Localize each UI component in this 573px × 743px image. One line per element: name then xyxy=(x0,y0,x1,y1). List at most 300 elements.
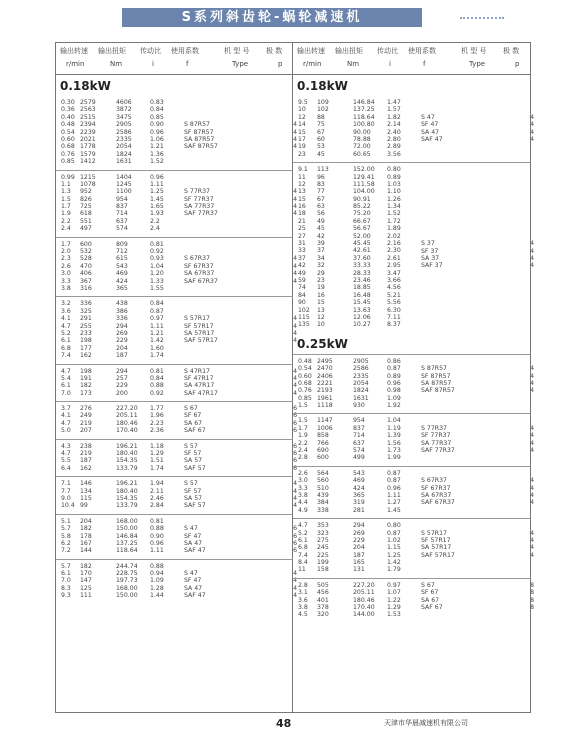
speed-cell: 1.1 xyxy=(61,180,71,188)
ratio-cell: 229 xyxy=(353,536,365,544)
speed-cell: 5.0 xyxy=(61,427,71,435)
torque-cell: 162 xyxy=(80,352,92,360)
table-row xyxy=(56,518,293,525)
table-row xyxy=(56,480,293,487)
table-row xyxy=(56,174,293,181)
speed-cell: 1.5 xyxy=(298,417,308,425)
speed-cell: 0.30 xyxy=(61,99,75,106)
table-row xyxy=(56,525,293,532)
torque-cell: 320 xyxy=(317,611,329,619)
torque-cell: 219 xyxy=(80,450,92,458)
page-number: 48 xyxy=(276,717,292,730)
ratio-cell: 229 xyxy=(116,382,128,390)
ratio-cell: 78.88 xyxy=(353,135,371,143)
torque-cell: 2021 xyxy=(80,135,96,143)
speed-cell: 7.0 xyxy=(61,577,71,585)
model-poles: 4 xyxy=(530,379,534,387)
ratio-cell: 170.40 xyxy=(116,427,138,435)
model-poles: 4 xyxy=(293,270,297,278)
model-type: SF 57 xyxy=(184,450,202,458)
table-row xyxy=(293,477,530,484)
model-type: S 77R37 xyxy=(184,188,210,196)
model-type: SAF 87R57 xyxy=(421,387,455,395)
ratio-cell: 118.64 xyxy=(116,547,138,555)
table-row xyxy=(56,570,293,577)
table-row xyxy=(293,432,530,439)
speed-cell: 11 xyxy=(298,566,306,574)
torque-cell: 1961 xyxy=(317,394,333,402)
ratio-cell: 13.63 xyxy=(353,306,371,314)
ratio-cell: 23.46 xyxy=(353,276,371,284)
factor-cell: 1.29 xyxy=(387,604,401,612)
model-poles: 4 xyxy=(293,210,297,218)
torque-cell: 1215 xyxy=(80,173,96,181)
model-type: S 47 xyxy=(421,113,435,121)
torque-cell: 275 xyxy=(317,536,329,544)
speed-cell: 1.5 xyxy=(298,402,308,410)
model-poles: 4 xyxy=(293,592,297,600)
table-row xyxy=(56,158,293,165)
table-row xyxy=(293,537,530,544)
model-poles: 8 xyxy=(530,604,534,612)
ratio-cell: 52.00 xyxy=(353,232,371,240)
table-row xyxy=(293,470,530,477)
ratio-cell: 90.00 xyxy=(353,128,371,136)
ratio-cell: 2054 xyxy=(116,143,132,151)
factor-cell: 0.81 xyxy=(150,367,164,375)
table-row xyxy=(293,387,530,394)
table-row xyxy=(56,188,293,195)
table-row xyxy=(293,99,530,106)
ratio-cell: 33.33 xyxy=(353,262,371,270)
unit-speed: r/min xyxy=(66,60,85,68)
ratio-cell: 180.46 xyxy=(353,596,375,604)
factor-cell: 1.06 xyxy=(150,135,164,143)
speed-cell: 3.2 xyxy=(61,300,71,308)
table-row xyxy=(293,143,530,150)
factor-cell: 1.82 xyxy=(387,113,401,121)
factor-cell: 0.80 xyxy=(387,522,401,530)
factor-cell: 0.89 xyxy=(387,372,401,380)
model-poles: 4 xyxy=(293,570,297,578)
speed-cell: 15 xyxy=(298,195,306,203)
ratio-cell: 129.41 xyxy=(353,173,375,181)
ratio-cell: 227.20 xyxy=(353,581,375,589)
torque-cell: 113 xyxy=(317,166,329,174)
factor-cell: 0.89 xyxy=(387,173,401,181)
factor-cell: 3.56 xyxy=(387,150,401,158)
speed-cell: 9.0 xyxy=(61,494,71,502)
ratio-cell: 2586 xyxy=(353,365,369,373)
speed-cell: 6.1 xyxy=(61,570,71,578)
speed-cell: 0.54 xyxy=(298,365,312,373)
speed-cell: 25 xyxy=(298,225,306,233)
ratio-cell: 56.67 xyxy=(353,225,371,233)
speed-cell: 5.7 xyxy=(61,525,71,533)
table-row xyxy=(293,380,530,387)
table-row xyxy=(56,368,293,375)
torque-cell: 1078 xyxy=(80,180,96,188)
spec-group xyxy=(56,171,297,238)
model-type: SAF 47 xyxy=(421,135,443,143)
spec-rows xyxy=(56,241,293,293)
speed-cell: 3.0 xyxy=(61,270,71,278)
factor-cell: 1.09 xyxy=(150,577,164,585)
spec-rows xyxy=(293,522,530,574)
spec-rows xyxy=(293,582,530,619)
model-type: SAF 67R37 xyxy=(421,499,455,507)
model-type: SF 87R57 xyxy=(184,128,214,136)
table-row xyxy=(56,427,293,434)
factor-cell: 5.56 xyxy=(387,299,401,307)
factor-cell: 0.98 xyxy=(387,387,401,395)
speed-cell: 4.1 xyxy=(61,315,71,323)
model-poles: 4 xyxy=(530,262,534,270)
torque-cell: 456 xyxy=(317,589,329,597)
table-row xyxy=(293,321,530,328)
model-poles: 4 xyxy=(530,529,534,537)
factor-cell: 0.88 xyxy=(150,525,164,533)
speed-cell: 2.0 xyxy=(61,248,71,256)
ratio-cell: 2335 xyxy=(116,135,132,143)
factor-cell: 1.60 xyxy=(150,344,164,352)
ratio-cell: 2054 xyxy=(353,379,369,387)
speed-cell: 102 xyxy=(298,306,310,314)
factor-cell: 1.74 xyxy=(150,464,164,472)
power-heading-2: 0.25kW xyxy=(293,333,530,355)
table-row xyxy=(293,136,530,143)
torque-cell: 32 xyxy=(317,262,325,270)
ratio-cell: 2335 xyxy=(353,372,369,380)
speed-cell: 5.7 xyxy=(61,562,71,570)
factor-cell: 0.85 xyxy=(150,113,164,121)
speed-cell: 1.9 xyxy=(61,210,71,218)
speed-cell: 5.1 xyxy=(61,517,71,525)
model-type: SF 67 xyxy=(184,412,202,420)
torque-cell: 53 xyxy=(317,143,325,151)
ratio-cell: 954 xyxy=(353,417,365,425)
factor-cell: 1.96 xyxy=(150,412,164,420)
ratio-cell: 168.00 xyxy=(116,517,138,525)
ratio-cell: 365 xyxy=(353,491,365,499)
page-title: S系列斜齿轮-蜗轮减速机 xyxy=(122,8,422,27)
torque-cell: 323 xyxy=(317,529,329,537)
speed-cell: 2.4 xyxy=(61,225,71,233)
speed-cell: 4.7 xyxy=(61,322,71,330)
model-type: SA 67R37 xyxy=(184,270,215,278)
model-type: SAF 57 xyxy=(184,502,206,510)
factor-cell: 1.15 xyxy=(387,544,401,552)
factor-cell: 1.47 xyxy=(387,99,401,106)
left-column xyxy=(56,42,297,604)
factor-cell: 1.34 xyxy=(387,203,401,211)
factor-cell: 0.81 xyxy=(150,240,164,248)
factor-cell: 0.84 xyxy=(150,374,164,382)
speed-cell: 4.7 xyxy=(61,419,71,427)
ratio-cell: 1631 xyxy=(116,158,132,166)
model-poles: 4 xyxy=(293,329,297,337)
ratio-cell: 144.00 xyxy=(353,611,375,619)
factor-cell: 1.57 xyxy=(387,106,401,114)
table-row xyxy=(293,129,530,136)
ratio-cell: 133.79 xyxy=(116,464,138,472)
spec-rows xyxy=(56,174,293,233)
speed-cell: 1.7 xyxy=(61,203,71,211)
ratio-cell: 150.00 xyxy=(116,592,138,600)
model-type: S 67R37 xyxy=(184,255,210,263)
header-factor: 使用系数 xyxy=(171,47,199,55)
ratio-cell: 424 xyxy=(353,484,365,492)
ratio-cell: 100.80 xyxy=(353,121,375,129)
speed-cell: 4.7 xyxy=(298,522,308,530)
torque-cell: 560 xyxy=(317,477,329,485)
speed-cell: 21 xyxy=(298,217,306,225)
model-type: SA 47R17 xyxy=(184,382,215,390)
torque-cell: 49 xyxy=(317,217,325,225)
speed-cell: 3.6 xyxy=(61,307,71,315)
ratio-cell: 3872 xyxy=(116,106,132,114)
header-speed: 输出转速 xyxy=(297,47,325,55)
ratio-cell: 319 xyxy=(353,499,365,507)
table-row xyxy=(293,559,530,566)
factor-cell: 0.87 xyxy=(387,529,401,537)
table-row xyxy=(56,502,293,509)
right-groups xyxy=(293,96,534,333)
model-type: SF 67R37 xyxy=(421,484,451,492)
speed-cell: 15 xyxy=(298,128,306,136)
factor-cell: 5.21 xyxy=(387,291,401,299)
ratio-cell: 12.06 xyxy=(353,313,371,321)
torque-cell: 178 xyxy=(80,532,92,540)
ratio-cell: 168.00 xyxy=(116,584,138,592)
torque-cell: 39 xyxy=(317,240,325,248)
ratio-cell: 111.58 xyxy=(353,180,375,188)
model-type: SF 57 xyxy=(184,487,202,495)
speed-cell: 19 xyxy=(298,143,306,151)
factor-cell: 1.36 xyxy=(150,150,164,158)
table-row xyxy=(56,577,293,584)
ratio-cell: 469 xyxy=(353,477,365,485)
model-type: S 67 xyxy=(421,581,435,589)
torque-cell: 600 xyxy=(317,454,329,462)
table-row xyxy=(293,218,530,225)
torque-cell: 67 xyxy=(317,128,325,136)
factor-cell: 0.94 xyxy=(150,570,164,578)
table-row xyxy=(293,454,530,461)
spec-group xyxy=(293,355,534,415)
torque-cell: 182 xyxy=(80,525,92,533)
torque-cell: 2470 xyxy=(317,365,333,373)
factor-cell: 0.93 xyxy=(150,255,164,263)
torque-cell: 528 xyxy=(80,255,92,263)
header-torque: 输出扭矩 xyxy=(98,47,126,55)
table-row xyxy=(56,121,293,128)
unit-torque: Nm xyxy=(110,60,123,68)
unit-type: Type xyxy=(469,60,486,68)
unit-torque: Nm xyxy=(347,60,360,68)
torque-cell: 182 xyxy=(80,382,92,390)
table-row xyxy=(56,270,293,277)
table-row xyxy=(56,263,293,270)
ratio-cell: 257 xyxy=(116,374,128,382)
factor-cell: 0.83 xyxy=(150,99,164,106)
torque-cell: 338 xyxy=(317,506,329,514)
table-row xyxy=(293,440,530,447)
factor-cell: 0.84 xyxy=(150,106,164,114)
table-row xyxy=(56,390,293,397)
model-poles: 6 xyxy=(293,525,297,533)
model-poles: 4 xyxy=(293,315,297,323)
factor-cell: 0.96 xyxy=(387,379,401,387)
factor-cell: 1.18 xyxy=(150,442,164,450)
model-poles: 4 xyxy=(293,502,297,510)
speed-cell: 0.48 xyxy=(298,357,312,365)
spec-rows xyxy=(293,166,530,329)
ratio-cell: 196.21 xyxy=(116,442,138,450)
torque-cell: 170 xyxy=(80,570,92,578)
company-name: 天津市华晨减速机有限公司 xyxy=(384,719,468,727)
ratio-cell: 543 xyxy=(353,469,365,477)
model-poles: 6 xyxy=(293,450,297,458)
table-row xyxy=(293,544,530,551)
ratio-cell: 37.60 xyxy=(353,254,371,262)
ratio-cell: 118.64 xyxy=(353,113,375,121)
spec-group xyxy=(56,365,297,403)
torque-cell: 12 xyxy=(317,313,325,321)
torque-cell: 2515 xyxy=(80,113,96,121)
table-row xyxy=(293,106,530,113)
ratio-cell: 10.27 xyxy=(353,321,371,329)
torque-cell: 353 xyxy=(317,522,329,530)
speed-cell: 4.5 xyxy=(298,611,308,619)
header-type: 机 型 号 xyxy=(224,47,250,55)
factor-cell: 1.09 xyxy=(387,394,401,402)
ratio-cell: 499 xyxy=(353,454,365,462)
factor-cell: 4.56 xyxy=(387,284,401,292)
torque-cell: 532 xyxy=(80,248,92,256)
torque-cell: 125 xyxy=(80,584,92,592)
model-poles: 4 xyxy=(530,113,534,121)
factor-cell: 1.72 xyxy=(387,217,401,225)
table-row xyxy=(293,151,530,158)
factor-cell: 0.86 xyxy=(387,357,401,365)
model-poles: 4 xyxy=(293,382,297,390)
table-row xyxy=(293,395,530,402)
ratio-cell: 714 xyxy=(116,210,128,218)
table-row xyxy=(56,352,293,359)
factor-cell: 1.07 xyxy=(387,589,401,597)
model-poles: 4 xyxy=(293,389,297,397)
torque-cell: 198 xyxy=(80,367,92,375)
table-row xyxy=(293,402,530,409)
factor-cell: 2.40 xyxy=(387,128,401,136)
ratio-cell: 187 xyxy=(116,352,128,360)
speed-cell: 7.2 xyxy=(61,547,71,555)
model-poles: 4 xyxy=(530,477,534,485)
speed-cell: 3.7 xyxy=(61,405,71,413)
speed-cell: 3.0 xyxy=(298,477,308,485)
table-row xyxy=(56,420,293,427)
ratio-cell: 137.25 xyxy=(353,106,375,114)
speed-cell: 37 xyxy=(298,254,306,262)
spec-rows xyxy=(293,417,530,461)
model-type: SA 47 xyxy=(421,128,440,136)
ratio-cell: 281 xyxy=(353,506,365,514)
spec-group xyxy=(293,519,534,579)
table-row xyxy=(56,114,293,121)
model-poles: 6 xyxy=(293,419,297,427)
table-row xyxy=(56,585,293,592)
factor-cell: 1.44 xyxy=(150,592,164,600)
factor-cell: 1.04 xyxy=(387,417,401,425)
ratio-cell: 228.75 xyxy=(116,570,138,578)
table-row xyxy=(56,255,293,262)
speed-cell: 90 xyxy=(298,299,306,307)
table-row xyxy=(293,425,530,432)
speed-cell: 8.3 xyxy=(61,584,71,592)
model-poles: 6 xyxy=(293,539,297,547)
model-poles: 4 xyxy=(530,424,534,432)
speed-cell: 0.85 xyxy=(298,394,312,402)
torque-cell: 2563 xyxy=(80,106,96,114)
torque-cell: 725 xyxy=(80,203,92,211)
torque-cell: 2239 xyxy=(80,128,96,136)
table-row xyxy=(56,285,293,292)
ratio-cell: 269 xyxy=(353,529,365,537)
model-poles: 6 xyxy=(293,412,297,420)
factor-cell: 0.87 xyxy=(387,365,401,373)
speed-cell: 14 xyxy=(298,121,306,129)
table-row xyxy=(293,597,530,604)
ratio-cell: 187 xyxy=(353,551,365,559)
factor-cell: 0.90 xyxy=(150,532,164,540)
table-row xyxy=(293,203,530,210)
torque-cell: 690 xyxy=(317,447,329,455)
speed-cell: 3.8 xyxy=(298,604,308,612)
speed-cell: 4.7 xyxy=(61,450,71,458)
speed-cell: 135 xyxy=(298,321,310,329)
torque-cell: 316 xyxy=(80,284,92,292)
torque-cell: 826 xyxy=(80,195,92,203)
torque-cell: 75 xyxy=(317,121,325,129)
model-poles: 4 xyxy=(530,240,534,248)
speed-cell: 84 xyxy=(298,291,306,299)
model-poles: 4 xyxy=(293,143,297,151)
speed-cell: 59 xyxy=(298,276,306,284)
table-row xyxy=(293,611,530,618)
table-row xyxy=(56,151,293,158)
torque-cell: 177 xyxy=(80,344,92,352)
ratio-cell: 60.65 xyxy=(353,150,371,158)
speed-cell: 23 xyxy=(298,150,306,158)
table-header xyxy=(56,42,293,75)
spec-group xyxy=(56,477,297,515)
torque-cell: 13 xyxy=(317,306,325,314)
right-groups-2 xyxy=(293,355,534,623)
speed-cell: 42 xyxy=(298,262,306,270)
model-poles: 4 xyxy=(293,584,297,592)
speed-cell: 12 xyxy=(298,180,306,188)
unit-ratio: i xyxy=(152,60,154,68)
model-poles: 6 xyxy=(293,547,297,555)
torque-cell: 249 xyxy=(80,412,92,420)
model-poles: 4 xyxy=(530,387,534,395)
model-poles: 4 xyxy=(530,491,534,499)
ratio-cell: 170.40 xyxy=(353,604,375,612)
factor-cell: 1.19 xyxy=(387,424,401,432)
torque-cell: 16 xyxy=(317,291,325,299)
ratio-cell: 1245 xyxy=(116,180,132,188)
